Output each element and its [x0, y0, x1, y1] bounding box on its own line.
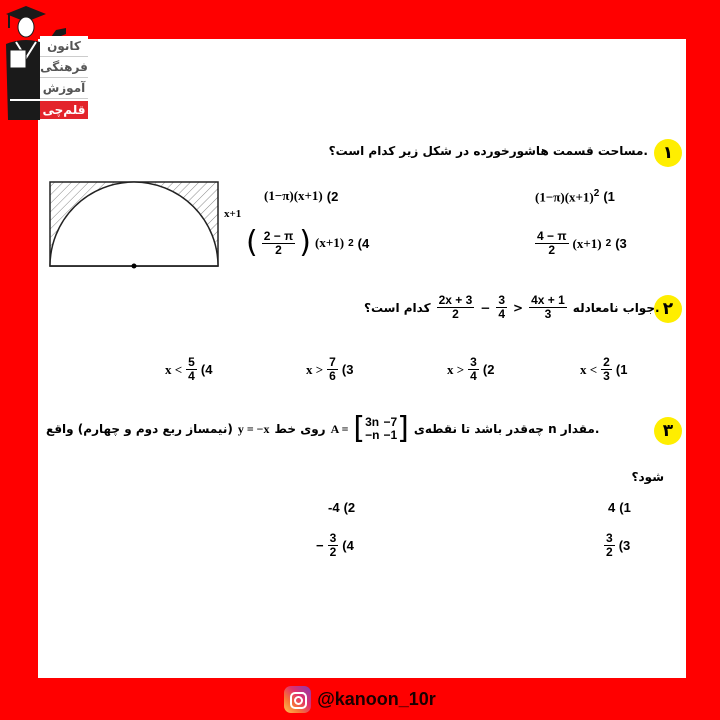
option-number: (4	[357, 235, 370, 251]
logo-line: فرهنگی	[40, 57, 88, 78]
option-1[interactable]	[535, 188, 615, 205]
logo-tag: قلم‌چی	[40, 101, 88, 119]
option-3[interactable]: $\frac{4 - \pi}{2}$ (x+1) 2 (3	[537, 229, 627, 257]
option-4[interactable]: − $\frac{3}{2}$ (4	[316, 531, 354, 559]
semicircle-figure	[48, 180, 223, 270]
option-1[interactable]: 4 (1	[608, 500, 631, 515]
logo-wordmark	[40, 36, 88, 119]
option-number: (3	[615, 236, 627, 251]
fraction: $\frac{4 - \pi}{2}$	[537, 229, 567, 257]
option-4[interactable]: ( $\frac{2 - \pi}{2}$ ) (x+1) 2 (4	[246, 225, 370, 260]
option-3[interactable]: $\frac{3}{2}$ (3	[606, 531, 631, 559]
option-1[interactable]: x < $\frac{2}{3}$ (1	[580, 355, 628, 383]
option-expression: (1−π)(x+1)	[264, 188, 323, 203]
question-text: (نیمساز ربع دوم و چهارم) واقع y = −x روی خط A = [ 3n −7 −n −1 ] .مقدار n چه‌قدر باشد تا نقطه‌ی	[46, 411, 600, 446]
question-number-badge: ۱	[654, 139, 682, 167]
question-number-badge: ۲	[654, 295, 682, 323]
option-number: (1	[603, 189, 615, 205]
figure-side-label: x+1	[224, 208, 242, 220]
question-number-badge: ۳	[654, 417, 682, 445]
option-number: (2	[326, 188, 339, 204]
option-2[interactable]: x > $\frac{3}{4}$ (2	[447, 355, 495, 383]
point-matrix: [ 3n −7 −n −1 ]	[353, 411, 409, 446]
option-2[interactable]	[264, 188, 338, 204]
instagram-icon[interactable]	[284, 686, 311, 713]
kanoon-logo	[0, 0, 90, 128]
question-text: .مساحت قسمت هاشورخورده در شکل زیر کدام است؟	[328, 144, 648, 158]
fraction: $\frac{2 - \pi}{2}$	[263, 228, 294, 257]
option-2[interactable]: -4 (2	[328, 500, 356, 515]
instagram-handle[interactable]: @kanoon_10r	[317, 688, 436, 709]
logo-line: آموزش	[40, 78, 88, 99]
footer	[0, 684, 720, 714]
option-4[interactable]: x < $\frac{5}{4}$ (4	[165, 355, 213, 383]
option-3[interactable]: x > $\frac{7}{6}$ (3	[306, 355, 354, 383]
question-text-continued: شود؟	[631, 470, 664, 484]
option-expression: $(1-\pi)(x+1)^2$	[535, 188, 600, 205]
question-text: کدام است؟ $\frac{2x + 3}{2}$ − $\frac{3}{4}$ > $\frac{4x + 1}{3}$ .جواب نامعادله	[364, 293, 660, 321]
logo-line: کانون	[40, 36, 88, 57]
